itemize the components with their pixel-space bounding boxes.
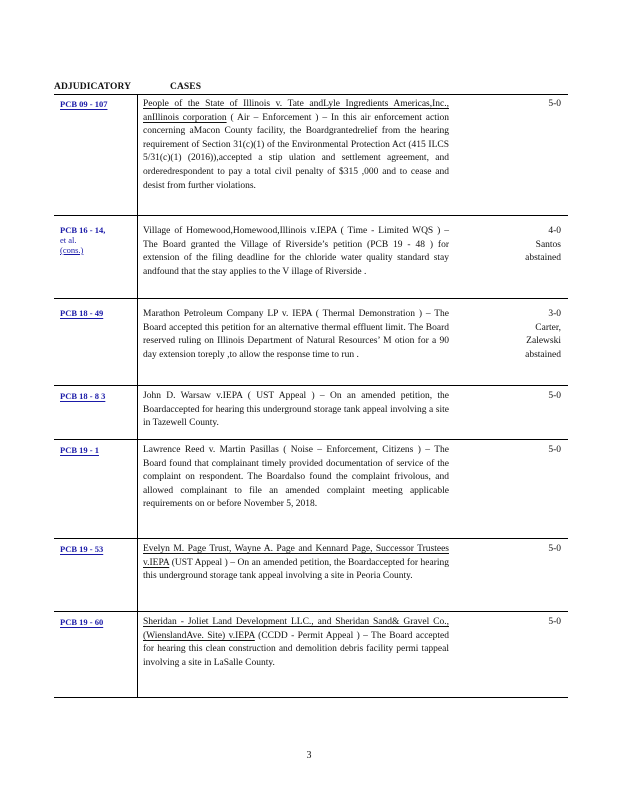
vote-line: 4-0: [548, 226, 561, 236]
case-number-line[interactable]: et al.: [60, 235, 77, 245]
cases-heading: CASES: [170, 82, 202, 92]
case-vote: [471, 308, 561, 362]
case-number-line[interactable]: PCB 19 - 60: [60, 617, 104, 627]
row-rule: [54, 697, 568, 698]
case-number[interactable]: [60, 99, 107, 109]
case-vote: [471, 390, 561, 404]
vote-line: abstained: [525, 349, 561, 360]
case-number[interactable]: [60, 391, 105, 401]
case-vote: [471, 444, 561, 458]
vote-line: 3-0: [548, 309, 561, 319]
case-description: [143, 444, 449, 512]
vote-line: Santos: [535, 239, 561, 250]
case-number[interactable]: [60, 308, 103, 318]
case-number[interactable]: [60, 445, 99, 455]
case-description: [143, 308, 449, 362]
case-description: [143, 225, 449, 279]
case-description: [143, 543, 449, 584]
case-vote: [471, 225, 561, 266]
case-summary: (CCDD - Permit Appeal ) – The Board accepted for hearing this clean construction and demolition debris facility permi tappeal involving a site in LaSalle County.: [143, 630, 449, 668]
case-description: [143, 390, 449, 431]
case-number-line[interactable]: PCB 19 - 53: [60, 544, 104, 554]
case-number-line[interactable]: PCB 09 - 107: [60, 99, 108, 109]
vote-line: 5-0: [548, 544, 561, 554]
row-rule: [54, 611, 568, 612]
case-summary: John D. Warsaw v.IEPA ( UST Appeal ) – On an amended petition, the Boardaccepted for hearing this underground storage tank appeal involving a site in Tazewell County.: [143, 391, 449, 429]
case-number[interactable]: [60, 544, 103, 554]
vote-line: Carter,: [535, 322, 561, 333]
case-row: [54, 95, 568, 216]
case-number[interactable]: [60, 617, 103, 627]
case-row: [54, 387, 568, 440]
page-number: 3: [306, 750, 312, 761]
case-title: People of the State of Illinois v. Tate andLyle Ingredients Americas,Inc., anIllinois corporation: [143, 99, 449, 123]
case-vote: [471, 616, 561, 630]
row-rule: [54, 215, 568, 216]
case-number-line[interactable]: PCB 18 - 8 3: [60, 391, 106, 401]
vote-line: 5-0: [548, 391, 561, 401]
case-row: [54, 217, 568, 299]
case-title: Sheridan - Joliet Land Development LLC., and Sheridan Sand& Gravel Co., (WienslandAve. Site) v.IEPA: [143, 617, 449, 641]
case-row: [54, 300, 568, 386]
vote-line: 5-0: [548, 445, 561, 455]
row-rule: [54, 538, 568, 539]
vote-line: 5-0: [548, 99, 561, 109]
case-number-line[interactable]: PCB 19 - 1: [60, 445, 99, 455]
case-row: [54, 441, 568, 539]
case-row: [54, 540, 568, 612]
case-summary: Lawrence Reed v. Martin Pasillas ( Noise – Enforcement, Citizens ) – The Board found that complainant timely provided documentation of service of the complaint on respondent. The Boardalso found the complaint frivolous, and allowed complainant to file an amended complaint meeting applicable requirements on or before November 5, 2018.: [143, 445, 449, 510]
row-rule: [54, 385, 568, 386]
case-summary: ( Air – Enforcement ) – In this air enforcement action concerning aMacon County facility, the Boardgrantedrelief from the hearing requirement of Section 31(c)(1) of the Environmental Protection Act (415 ILCS 5/31(c)(1) (2016)),accepted a stip ulation and settlement agreement, and orderedrespondent to pay a total civil penalty of $315 ,000 and to cease and desist from further violations.: [143, 112, 449, 191]
row-rule: [54, 298, 568, 299]
vote-line: abstained: [525, 253, 561, 264]
case-title: Evelyn M. Page Trust, Wayne A. Page and Kennard Page, Successor Trustees v.IEPA: [143, 544, 449, 568]
case-description: [143, 616, 449, 670]
case-number-line[interactable]: PCB 16 - 14,: [60, 225, 106, 235]
section-title: ADJUDICATORY: [54, 82, 132, 92]
case-number-line[interactable]: PCB 18 - 49: [60, 308, 104, 318]
vote-line: 5-0: [548, 617, 561, 627]
case-summary: (UST Appeal ) – On an amended petition, the Boardaccepted for hearing this underground storage tank appeal involving a site in Peoria County.: [143, 557, 449, 582]
row-rule: [54, 439, 568, 440]
case-vote: [471, 98, 561, 112]
case-summary: Marathon Petroleum Company LP v. IEPA ( Thermal Demonstration ) – The Board accepted this petition for an alternative thermal effluent limit. The Board reserved ruling on Illinois Department of Natural Resources’ M otion for a 90 day extension toreply ,to allow the response time to run .: [143, 309, 449, 360]
case-vote: [471, 543, 561, 557]
case-row: [54, 613, 568, 698]
case-number-line[interactable]: (cons.): [60, 245, 84, 255]
vote-line: Zalewski: [526, 336, 561, 347]
case-number[interactable]: [60, 225, 105, 255]
case-summary: Village of Homewood,Homewood,Illinois v.IEPA ( Time - Limited WQS ) – The Board granted the Village of Riverside’s petition (PCB 19 - 48 ) for extension of the filing deadline for the chloride water quality standard stay andfound that the stay applies to the V illage of Riverside .: [143, 226, 449, 277]
case-description: [143, 98, 449, 193]
